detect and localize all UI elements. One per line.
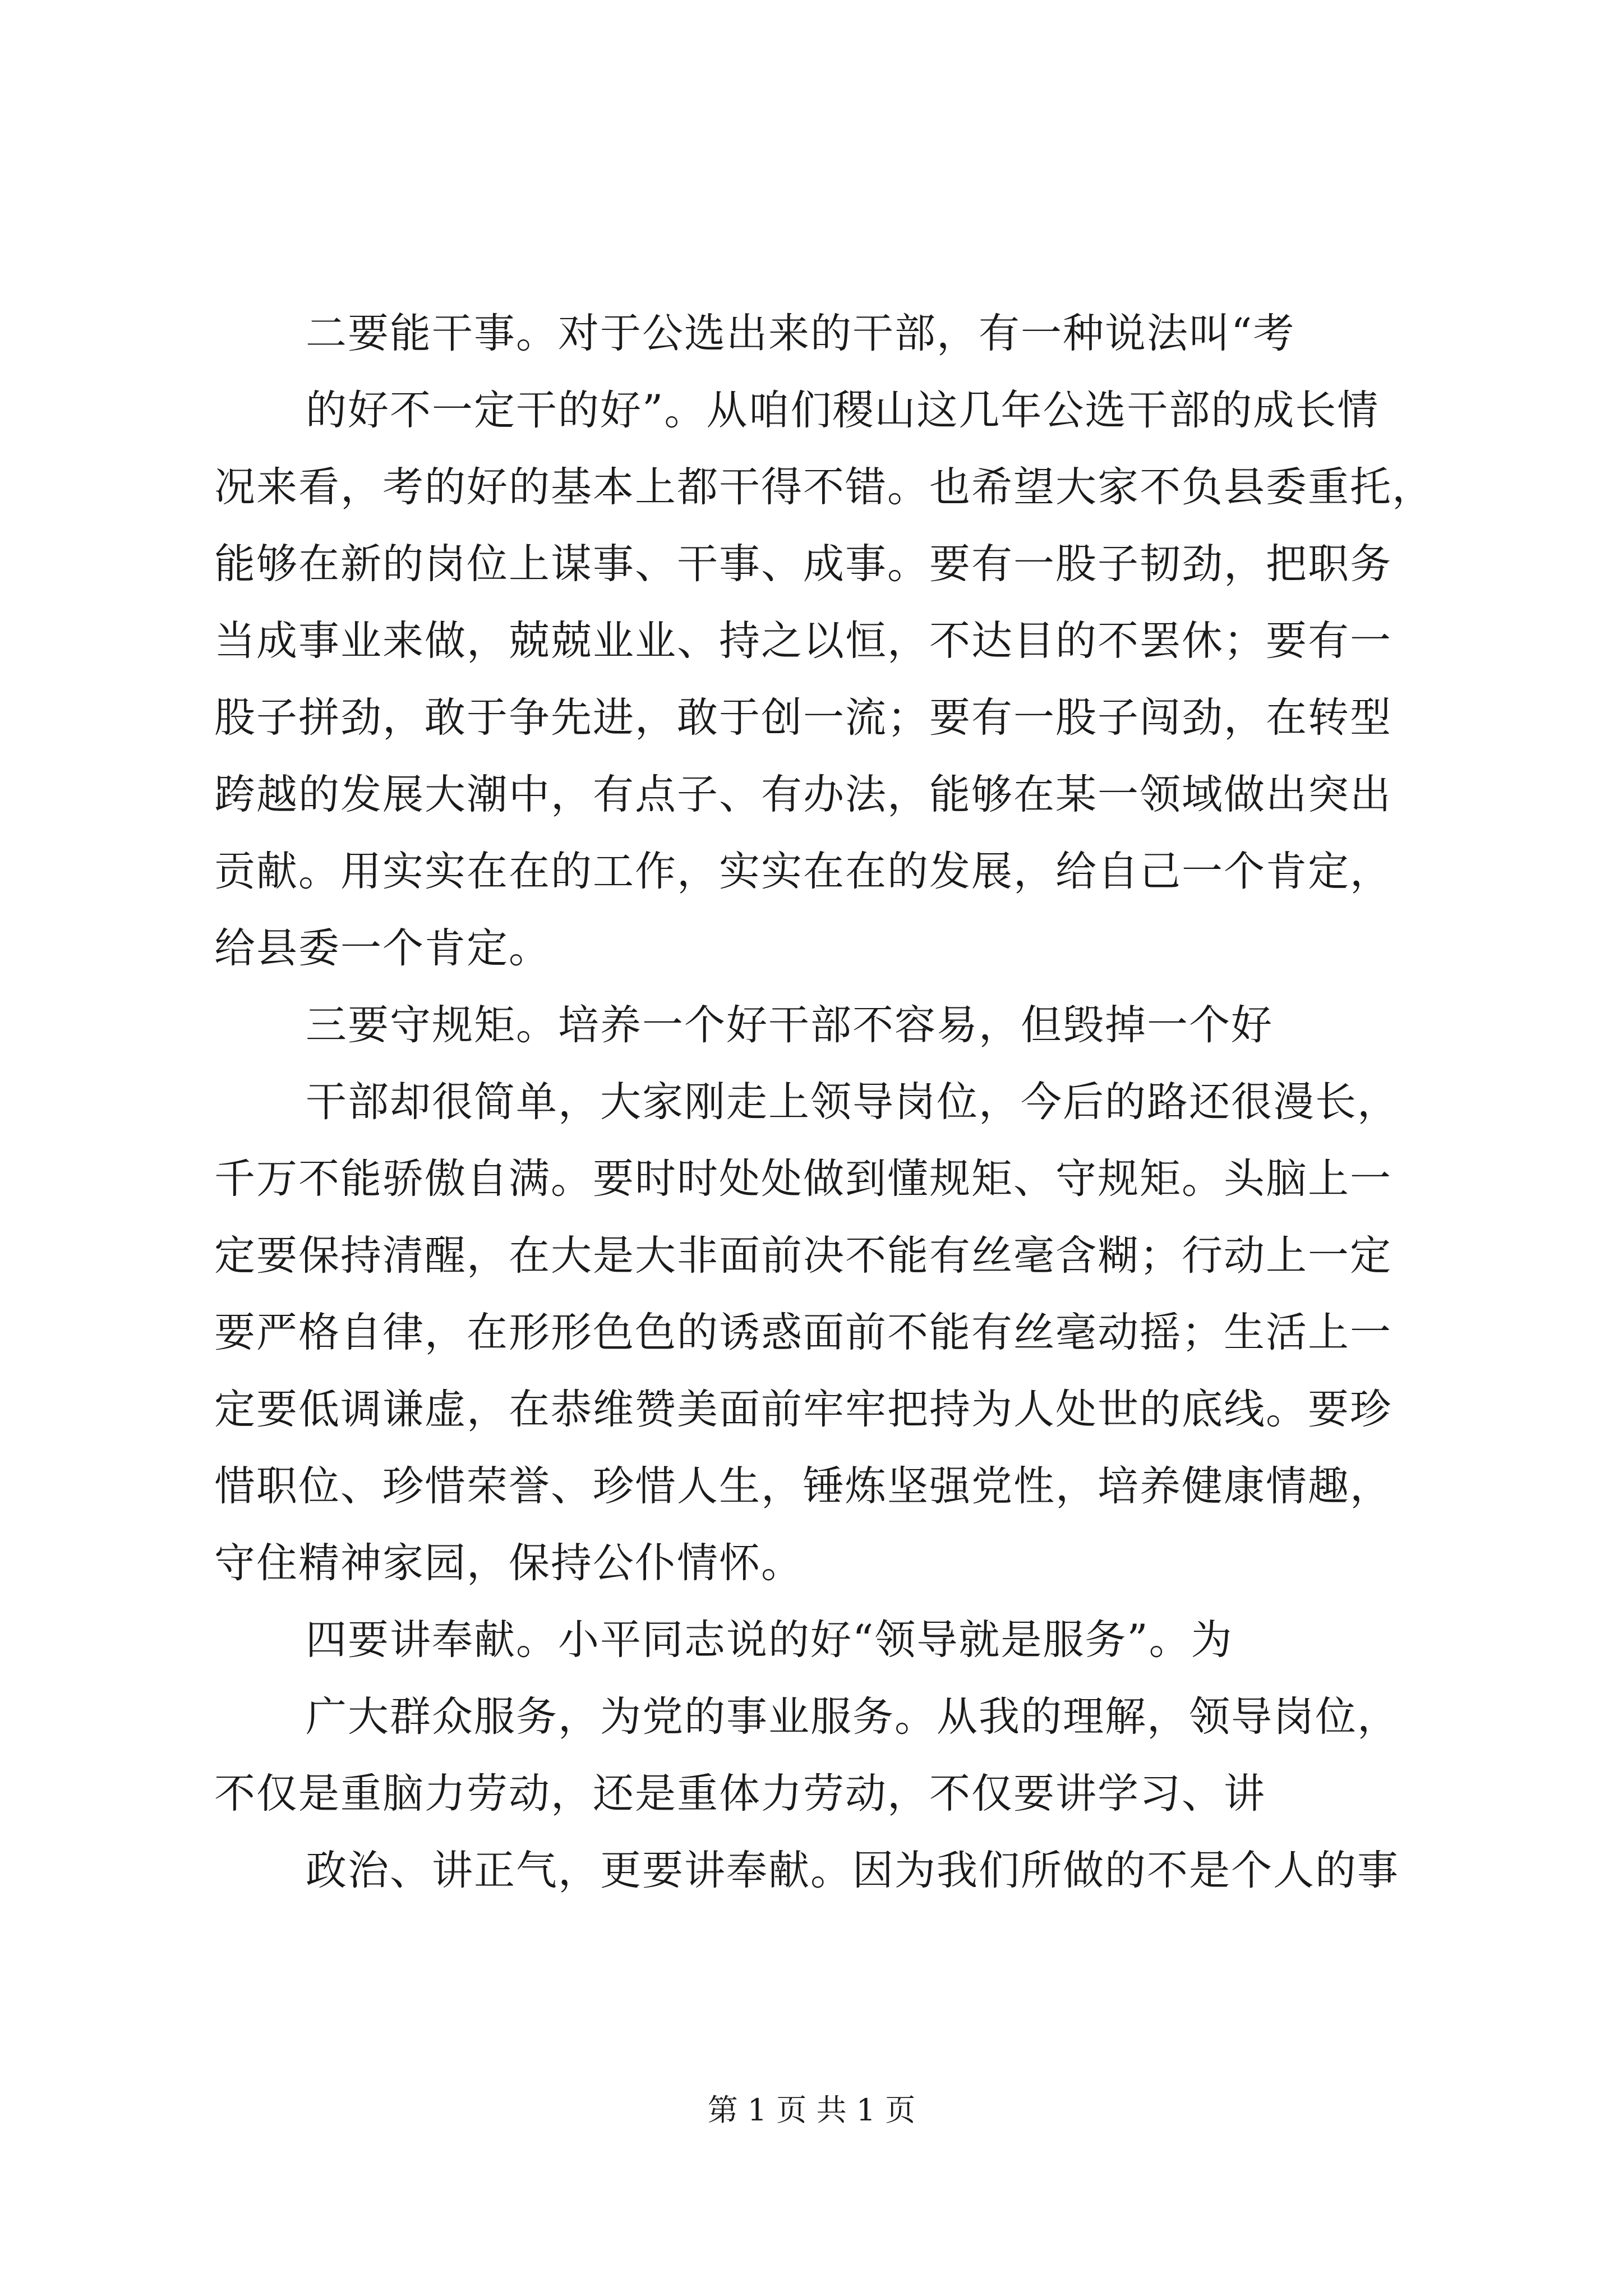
text-line: 定要保持清醒，在大是大非面前决不能有丝毫含糊；行动上一定 [214,1232,1392,1280]
text-line: 定要低调谦虚，在恭维赞美面前牢牢把持为人处世的底线。要珍 [214,1386,1392,1433]
text-line: 二要能干事。对于公选出来的干部，有一种说法叫“考 [306,310,1295,357]
text-line: 给县委一个肯定。 [214,924,551,972]
text-line: 四要讲奉献。小平同志说的好“领导就是服务”。为 [306,1616,1233,1664]
text-line: 不仅是重脑力劳动，还是重体力劳动，不仅要讲学习、讲 [214,1770,1266,1818]
text-line: 况来看，考的好的基本上都干得不错。也希望大家不负县委重托， [214,463,1434,511]
text-line: 股子拼劲，敢于争先进，敢于创一流；要有一股子闯劲，在转型 [214,694,1392,742]
text-line: 的好不一定干的好”。从咱们稷山这几年公选干部的成长情 [306,386,1380,434]
text-line: 千万不能骄傲自满。要时时处处做到懂规矩、守规矩。头脑上一 [214,1155,1392,1203]
text-line: 守住精神家园，保持公仆情怀。 [214,1539,803,1587]
text-line: 能够在新的岗位上谋事、干事、成事。要有一股子韧劲，把职务 [214,540,1392,588]
text-line: 当成事业来做，兢兢业业、持之以恒，不达目的不罢休；要有一 [214,617,1392,665]
text-line: 贡献。用实实在在的工作，实实在在的发展，给自己一个肯定， [214,848,1392,895]
text-line: 广大群众服务，为党的事业服务。从我的理解，领导岗位， [306,1693,1399,1741]
text-line: 要严格自律，在形形色色的诱惑面前不能有丝毫动摇；生活上一 [214,1309,1392,1356]
page-footer: 第 1 页 共 1 页 [707,2092,916,2128]
text-line: 跨越的发展大潮中，有点子、有办法，能够在某一领域做出突出 [214,771,1392,818]
text-line: 三要守规矩。培养一个好干部不容易，但毁掉一个好 [306,1001,1273,1049]
text-line: 惜职位、珍惜荣誉、珍惜人生，锤炼坚强党性，培养健康情趣， [214,1462,1392,1510]
text-line: 政治、讲正气，更要讲奉献。因为我们所做的不是个人的事 [306,1847,1399,1894]
text-line: 干部却很简单，大家刚走上领导岗位，今后的路还很漫长， [306,1078,1399,1126]
